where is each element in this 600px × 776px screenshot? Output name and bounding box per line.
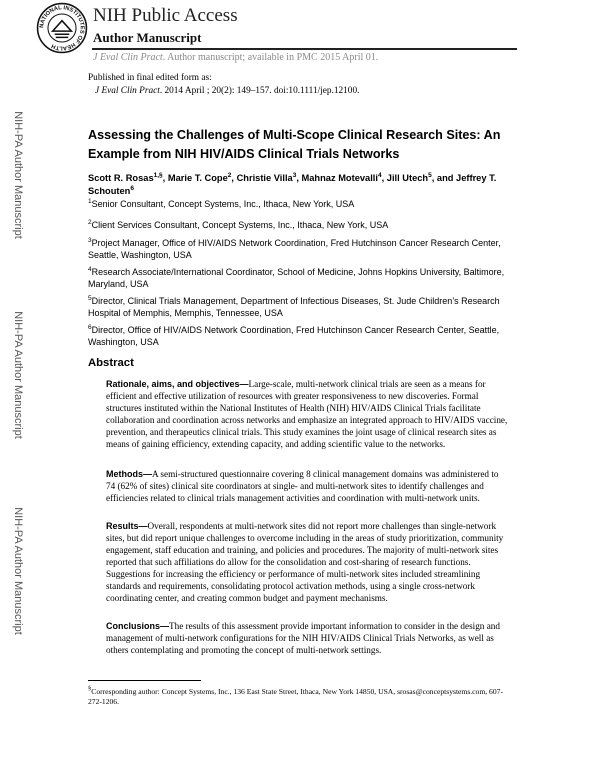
author-separator: , xyxy=(231,173,237,183)
author-separator: , xyxy=(381,173,387,183)
author-affiliation-mark: 4 xyxy=(377,172,382,180)
corresponding-author-footnote: §Corresponding author: Concept Systems, Inc., 136 East State Street, Ithaca, New York 14850, USA, srosas@conceptsystems.com, 607-272-1206. xyxy=(88,685,503,706)
availability-text: . Author manuscript; available in PMC 2015 April 01. xyxy=(162,52,379,63)
side-watermark-middle: NIH-PA Author Manuscript xyxy=(12,311,24,439)
nih-public-access-title: NIH Public Access xyxy=(93,5,238,26)
side-watermark-bottom: NIH-PA Author Manuscript xyxy=(12,507,24,635)
abstract-rationale: Rationale, aims, and objectives—Large-scale, multi-network clinical trials are seen as a means for efficient and effective utilization of resources with greater responsiveness to new discoveries. Formal structures instituted within the National Institutes of Health (NIH) HIV/AIDS Clinical Trials facilitate collaboration and coordination across networks and emphasize an integrated approach to HIV/AIDS vaccine, prevention, and therapeutics clinical trials. This study examines the joint usage of clinical research sites as means of gaining efficiency, extending capacity, and adding scientific value to the networks. xyxy=(106,379,508,449)
author-manuscript-label: Author Manuscript xyxy=(93,30,202,45)
logo-ring-text: NATIONAL INSTITUTES OF HEALTH xyxy=(39,5,85,51)
affiliation-3: $^3$Project Manager, Office of HIV/AIDS Network Coordination, Fred Hutchinson Cancer Research Center, Seattle, Washington, USA xyxy=(88,237,501,260)
abstract-conclusions: Conclusions—The results of this assessment provide important information to consider in the design and management of multi-network configurations for the NIH HIV/AIDS Clinical Trials Networks, as well as others contemplating and promoting the concept of multi-network settings. xyxy=(106,621,500,655)
affiliation-5: $^5$Director, Clinical Trials Management, Department of Infectious Diseases, St. Jude Children’s Research Hospital of Memphis, Memphis, Tennessee, USA xyxy=(88,295,500,318)
article-title: Assessing the Challenges of Multi-Scope Clinical Research Sites: An Example from NIH HIV/AIDS Clinical Trials Networks xyxy=(88,128,501,161)
author-name: Marie T. Cope xyxy=(167,173,228,183)
abstract-methods: Methods—A semi-structured questionnaire covering 8 clinical management domains was administered to 74 (62% of sites) clinical site coordinators at single- and multi-network sites to identify challenges and efficiencies related to clinical trials management activities and coordination with multi-network units. xyxy=(106,469,499,503)
author-affiliation-mark: 2 xyxy=(227,172,232,180)
side-watermark-top: NIH-PA Author Manuscript xyxy=(12,111,24,239)
affiliation-4: $^4$Research Associate/International Coordinator, School of Medicine, Johns Hopkins University, Baltimore, Maryland, USA xyxy=(88,266,505,289)
header-divider xyxy=(92,48,517,50)
citation-details: . 2014 April ; 20(2): 149–157. doi:10.1111/jep.12100. xyxy=(159,86,360,96)
citation xyxy=(95,86,359,96)
affiliation-2: $^2$Client Services Consultant, Concept Systems, Inc., Ithaca, New York, USA xyxy=(88,219,389,230)
availability-note xyxy=(93,52,378,63)
affiliation-6: $^6$Director, Office of HIV/AIDS Network Coordination, Fred Hutchinson Cancer Research Center, Seattle, Washington, USA xyxy=(88,324,500,347)
svg-text:NATIONAL INSTITUTES OF HEALTH xyxy=(39,5,85,51)
author-affiliation-mark: 3 xyxy=(292,172,297,180)
author-affiliation-mark: 5 xyxy=(428,172,432,180)
availability-journal: J Eval Clin Pract xyxy=(93,52,163,63)
author-separator: , and xyxy=(431,173,457,183)
affiliation-1: $^1$Senior Consultant, Concept Systems, Inc., Ithaca, New York, USA xyxy=(88,198,355,209)
abstract-heading: Abstract xyxy=(88,357,134,369)
author-name: Jill Utech xyxy=(386,173,429,183)
author-name: Mahnaz Motevalli xyxy=(301,173,378,183)
nih-logo xyxy=(36,2,88,54)
footnote-divider xyxy=(88,680,201,681)
author-separator: , xyxy=(296,173,302,183)
author-separator: , xyxy=(162,173,168,183)
published-label: Published in final edited form as: xyxy=(88,73,212,83)
author-name: Scott R. Rosas xyxy=(88,173,154,183)
author-affiliation-mark: 1,§ xyxy=(153,172,163,180)
citation-journal: J Eval Clin Pract xyxy=(95,86,160,96)
abstract-results: Results—Overall, respondents at multi-network sites did not report more challenges than single-network sites, but did report unique challenges to overcome including in the areas of study prioritization, community engagement, staff education and training, and policies and procedures. The majority of multi-network sites reported that such affiliations do allow for the consolidation and cost-sharing of research functions. Suggestions for increasing the efficiency or performance of multi-network sites included streamlining standards and requirements, consolidating protocol activation methods, using a single cross-network coordinating center, and creating common budget and payment mechanisms. xyxy=(106,521,504,603)
author-name: Christie Villa xyxy=(236,173,293,183)
author-list xyxy=(88,172,518,198)
author-affiliation-mark: 6 xyxy=(130,185,134,193)
author-name: Jeffrey T. Schouten xyxy=(88,173,497,196)
